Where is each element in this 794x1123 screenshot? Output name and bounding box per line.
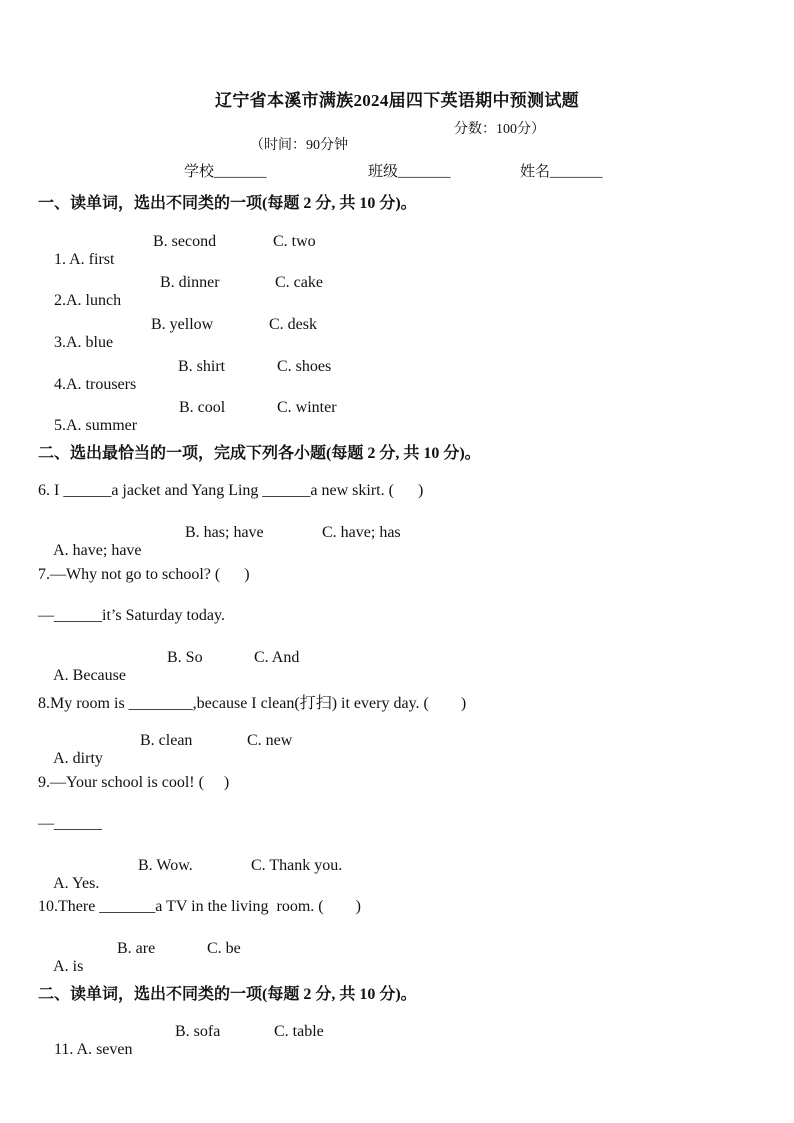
q7-option-a: A. Because	[53, 667, 126, 684]
q6-option-c: C. have; has	[322, 524, 401, 541]
q3-option-b: B. yellow	[151, 316, 214, 333]
q1-option-c: C. two	[273, 233, 316, 250]
section-heading-1: 一、读单词，选出不同类的一项(每题 2 分, 共 10 分)。	[38, 195, 417, 212]
section-heading-3: 二、读单词，选出不同类的一项(每题 2 分, 共 10 分)。	[38, 986, 417, 1003]
class-field[interactable]: 班级_______	[368, 164, 451, 180]
q2-option-b: B. dinner	[160, 274, 220, 291]
q11-option-a: 11. A. seven	[54, 1041, 133, 1058]
q8-option-b: B. clean	[140, 732, 193, 749]
q8-option-c: C. new	[247, 732, 293, 749]
q10-option-c: C. be	[207, 940, 241, 957]
question-6-stem: 6. I ______a jacket and Yang Ling ______a new skirt. ( )	[38, 482, 424, 499]
exam-title: 辽宁省本溪市满族2024届四下英语期中预测试题	[215, 91, 579, 110]
q5-option-a: 5.A. summer	[54, 417, 138, 434]
q1-option-b: B. second	[153, 233, 217, 250]
q1-option-a: 1. A. first	[54, 251, 115, 268]
q3-option-a: 3.A. blue	[54, 334, 114, 351]
q6-option-b: B. has; have	[185, 524, 264, 541]
q10-option-a: A. is	[53, 958, 84, 975]
question-9-reply: —______	[38, 815, 102, 832]
q5-option-c: C. winter	[277, 399, 337, 416]
q9-option-a: A. Yes.	[53, 875, 100, 892]
q10-option-b: B. are	[117, 940, 156, 957]
q9-option-c: C. Thank you.	[251, 857, 343, 874]
question-11	[38, 1023, 324, 1113]
q6-option-a: A. have; have	[53, 542, 142, 559]
section-heading-2: 二、选出最恰当的一项，完成下列各小题(每题 2 分, 共 10 分)。	[38, 445, 481, 462]
q2-option-a: 2.A. lunch	[54, 292, 122, 309]
q4-option-b: B. shirt	[178, 358, 226, 375]
q3-option-c: C. desk	[269, 316, 317, 333]
q7-option-c: C. And	[254, 649, 300, 666]
question-7-stem: 7.—Why not go to school? ( )	[38, 566, 250, 583]
question-7-reply: —______it’s Saturday today.	[38, 607, 225, 624]
q9-option-b: B. Wow.	[138, 857, 193, 874]
q11-option-c: C. table	[274, 1023, 324, 1040]
school-field[interactable]: 学校_______	[184, 164, 267, 180]
q4-option-a: 4.A. trousers	[54, 376, 137, 393]
q4-option-c: C. shoes	[277, 358, 332, 375]
q11-option-b: B. sofa	[175, 1023, 221, 1040]
question-8-stem: 8.My room is ________,because I clean(打扫) it every day. ( )	[38, 695, 467, 712]
q7-option-b: B. So	[167, 649, 203, 666]
question-9-stem: 9.—Your school is cool! ( )	[38, 774, 230, 791]
name-field[interactable]: 姓名_______	[520, 164, 603, 180]
total-score: 分数：100分）	[454, 122, 545, 137]
q5-option-b: B. cool	[179, 399, 226, 416]
question-10-stem: 10.There _______a TV in the living room. ( )	[38, 898, 361, 915]
q8-option-a: A. dirty	[53, 750, 103, 767]
time-limit: （时间：90分钟	[250, 138, 348, 153]
q2-option-c: C. cake	[275, 274, 323, 291]
